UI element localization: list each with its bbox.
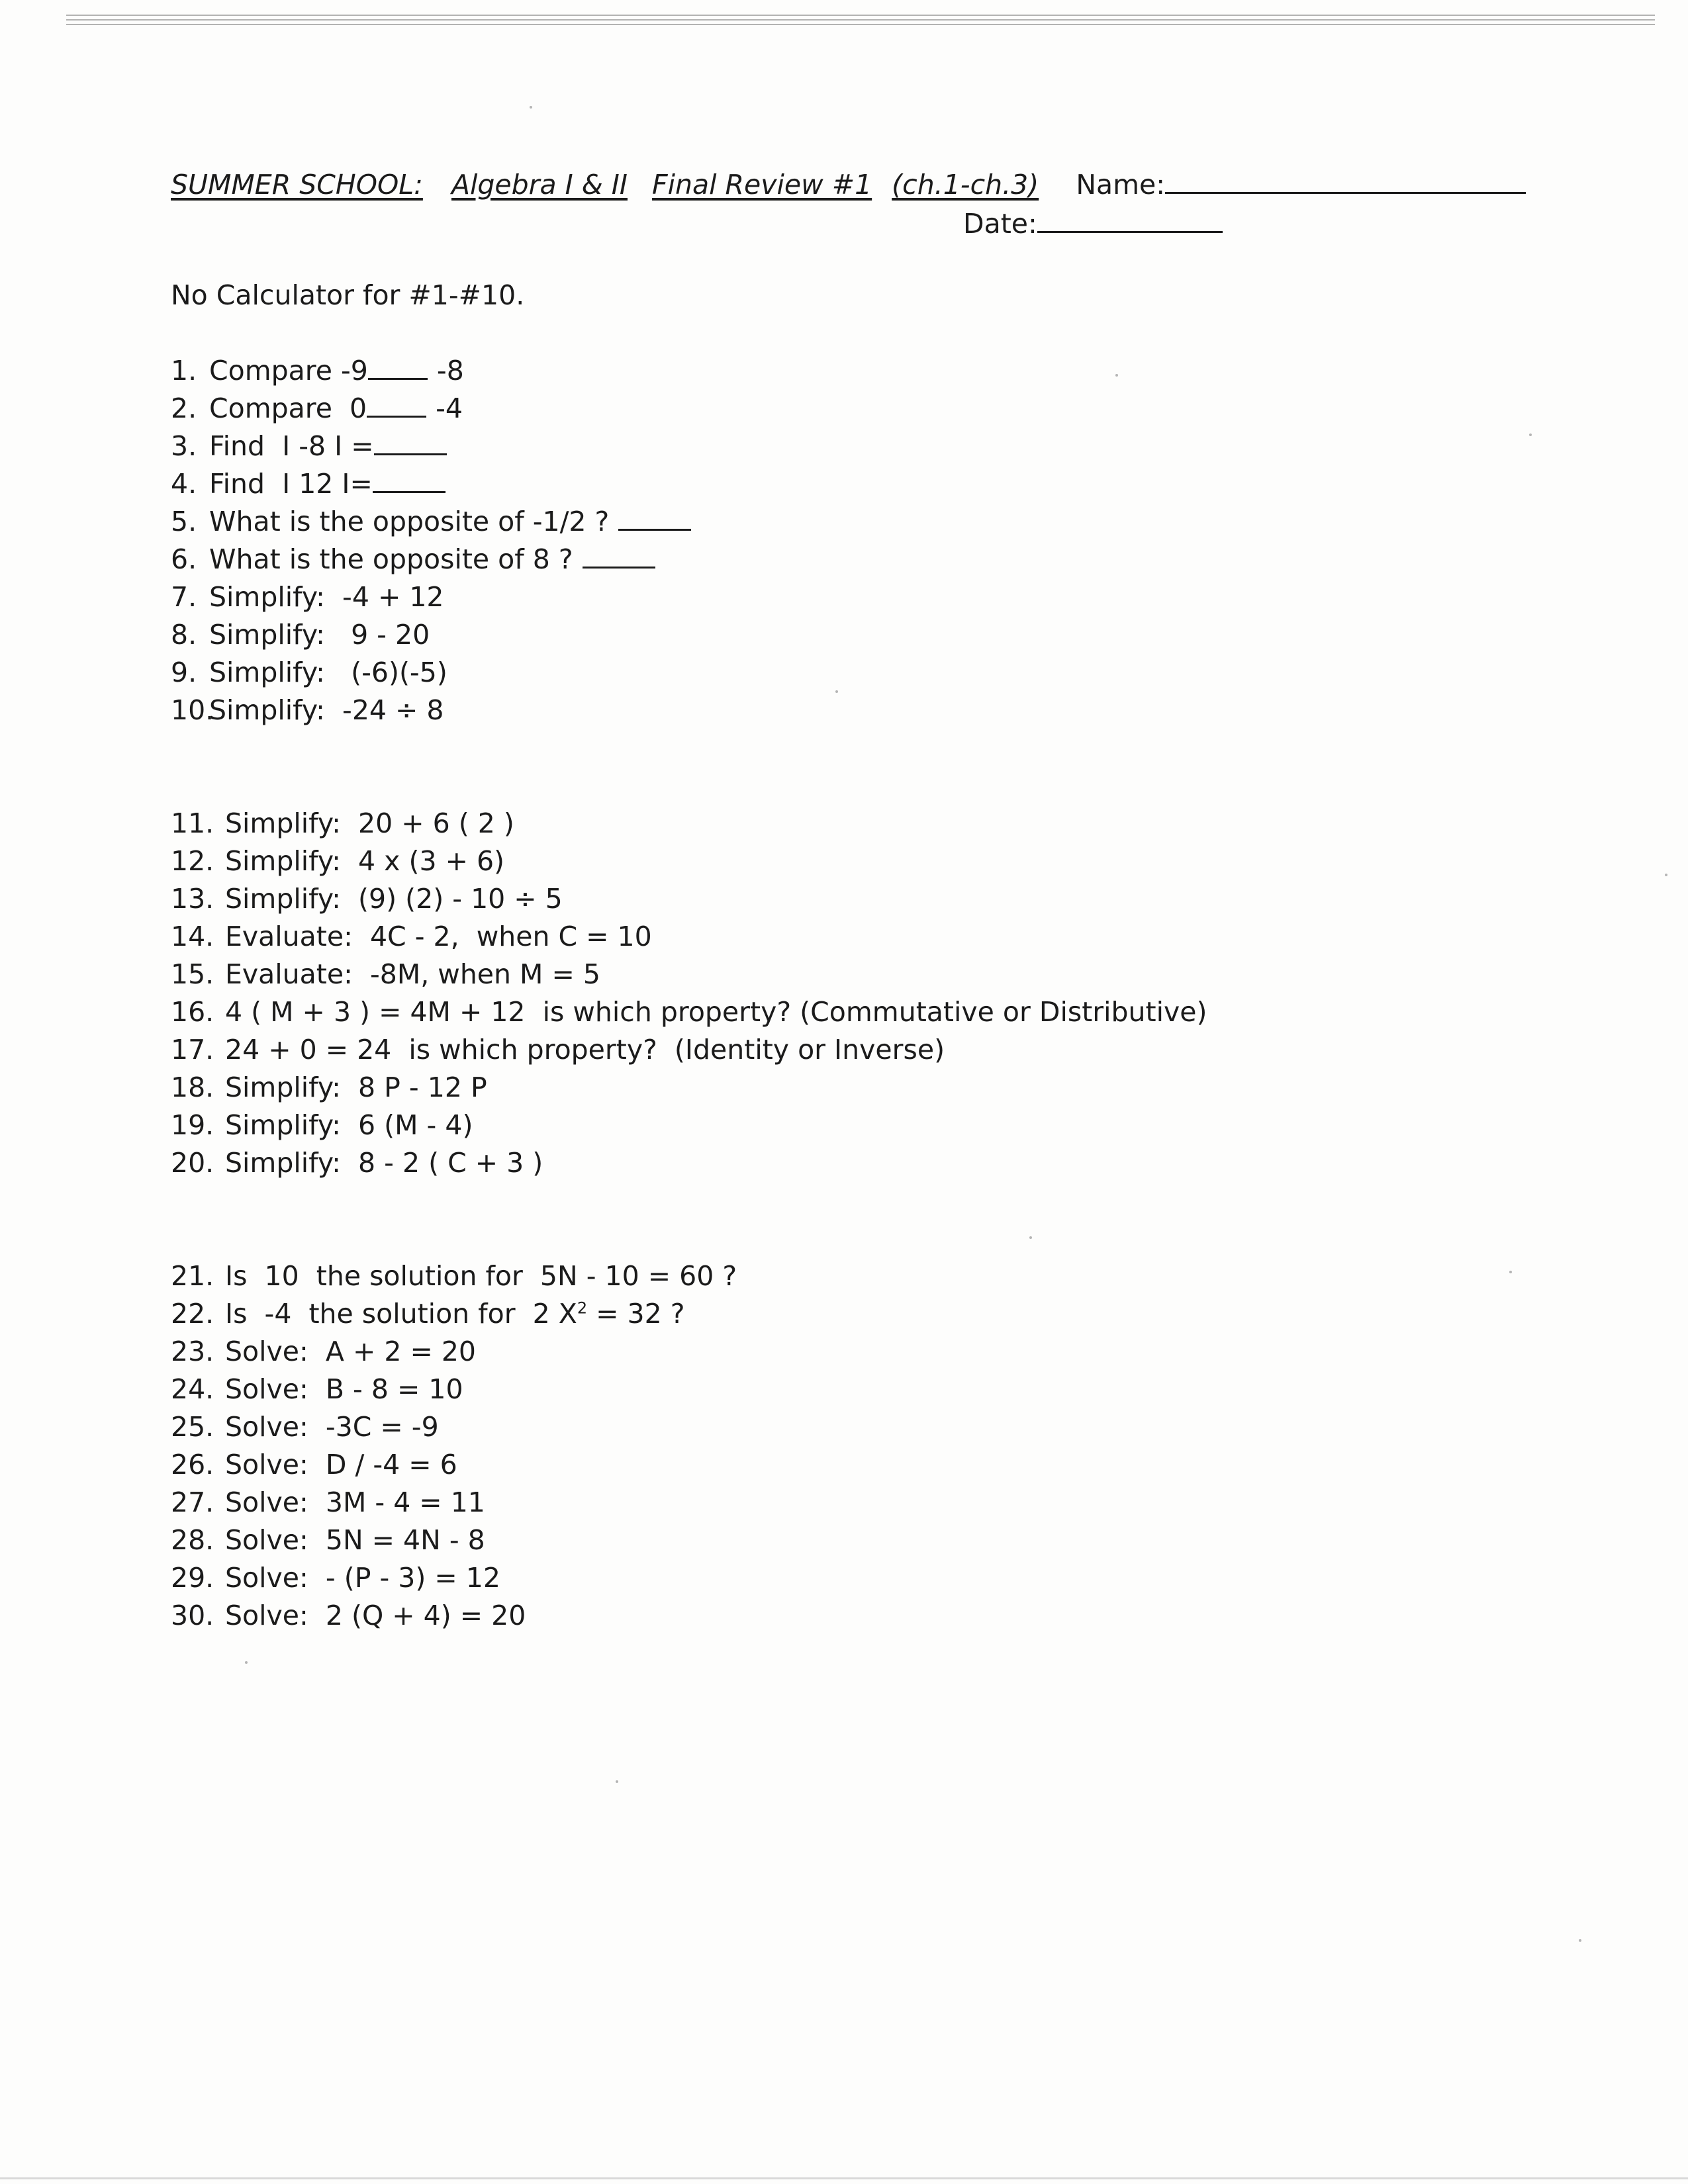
scan-speck xyxy=(1529,433,1532,436)
scan-speck xyxy=(835,690,838,693)
scan-speck xyxy=(1509,1271,1512,1273)
question-25: 25. Solve: -3C = -9 xyxy=(171,1411,439,1443)
question-14: 14. Evaluate: 4C - 2, when C = 10 xyxy=(171,921,652,952)
exponent: 2 xyxy=(577,1298,588,1318)
scan-bottom-edge xyxy=(0,2177,1688,2179)
question-4: 4. Find I 12 I= xyxy=(171,465,691,503)
answer-blank[interactable] xyxy=(374,433,447,455)
answer-blank[interactable] xyxy=(618,509,691,531)
question-17: 17. 24 + 0 = 24 is which property? (Identity or Inverse) xyxy=(171,1034,945,1066)
question-8: 8. Simplify: 9 - 20 xyxy=(171,619,430,651)
question-21: 21. Is 10 the solution for 5N - 10 = 60 ? xyxy=(171,1260,737,1292)
answer-blank[interactable] xyxy=(368,358,428,380)
calculator-note: No Calculator for #1-#10. xyxy=(171,279,525,311)
question-1: 1. Compare -9 -8 xyxy=(171,355,464,387)
review-title: Final Review #1 xyxy=(652,169,872,201)
chapters-label: (ch.1-ch.3) xyxy=(892,169,1039,201)
question-13: 13. Simplify: (9) (2) - 10 ÷ 5 xyxy=(171,883,563,915)
question-6: 6. What is the opposite of 8 ? xyxy=(171,541,691,578)
question-20: 20. Simplify: 8 - 2 ( C + 3 ) xyxy=(171,1147,543,1179)
question-23: 23. Solve: A + 2 = 20 xyxy=(171,1336,477,1367)
question-15: 15. Evaluate: -8M, when M = 5 xyxy=(171,958,600,990)
date-line xyxy=(963,208,1223,240)
question-5: 5. What is the opposite of -1/2 ? xyxy=(171,503,691,541)
scan-border-lines xyxy=(66,15,1655,34)
question-19: 19. Simplify: 6 (M - 4) xyxy=(171,1109,473,1141)
question-16: 16. 4 ( M + 3 ) = 4M + 12 is which property? (Commutative or Distributive) xyxy=(171,996,1207,1028)
question-18: 18. Simplify: 8 P - 12 P xyxy=(171,1071,487,1103)
scan-speck xyxy=(1115,374,1118,377)
question-11: 11. Simplify: 20 + 6 ( 2 ) xyxy=(171,807,514,839)
scan-speck xyxy=(530,106,532,109)
subject-label: Algebra I & II xyxy=(451,169,628,201)
scan-speck xyxy=(616,1780,618,1783)
question-9: 9. Simplify: (-6)(-5) xyxy=(171,657,447,688)
scan-speck xyxy=(1665,874,1667,876)
question-group-1-10 xyxy=(171,352,691,729)
course-label: SUMMER SCHOOL: xyxy=(171,169,423,201)
scan-speck xyxy=(1579,1939,1581,1942)
question-28: 28. Solve: 5N = 4N - 8 xyxy=(171,1524,485,1556)
answer-blank[interactable] xyxy=(583,547,655,569)
question-29: 29. Solve: - (P - 3) = 12 xyxy=(171,1562,500,1594)
answer-blank[interactable] xyxy=(367,396,426,418)
name-field[interactable] xyxy=(1165,172,1526,194)
question-3: 3. Find I -8 I = xyxy=(171,428,691,465)
question-30: 30. Solve: 2 (Q + 4) = 20 xyxy=(171,1600,526,1631)
scan-speck xyxy=(245,1661,248,1664)
question-26: 26. Solve: D / -4 = 6 xyxy=(171,1449,457,1480)
scan-speck xyxy=(1029,1236,1032,1239)
question-7: 7. Simplify: -4 + 12 xyxy=(171,581,444,613)
question-27: 27. Solve: 3M - 4 = 11 xyxy=(171,1486,485,1518)
question-2: 2. Compare 0 -4 xyxy=(171,392,463,424)
question-22: 22. Is -4 the solution for 2 $X^2 = 32$ ? xyxy=(171,1298,685,1330)
name-label: Name: xyxy=(1076,169,1166,201)
question-group-11-20 xyxy=(171,805,1207,1182)
question-group-21-30 xyxy=(171,1257,737,1635)
date-field[interactable] xyxy=(1037,211,1223,233)
question-10: 10.Simplify: -24 ÷ 8 xyxy=(171,694,444,726)
question-12: 12. Simplify: 4 x (3 + 6) xyxy=(171,845,505,877)
question-24: 24. Solve: B - 8 = 10 xyxy=(171,1373,463,1405)
date-label: Date: xyxy=(963,208,1037,240)
worksheet-header xyxy=(171,169,1526,201)
answer-blank[interactable] xyxy=(373,471,445,493)
